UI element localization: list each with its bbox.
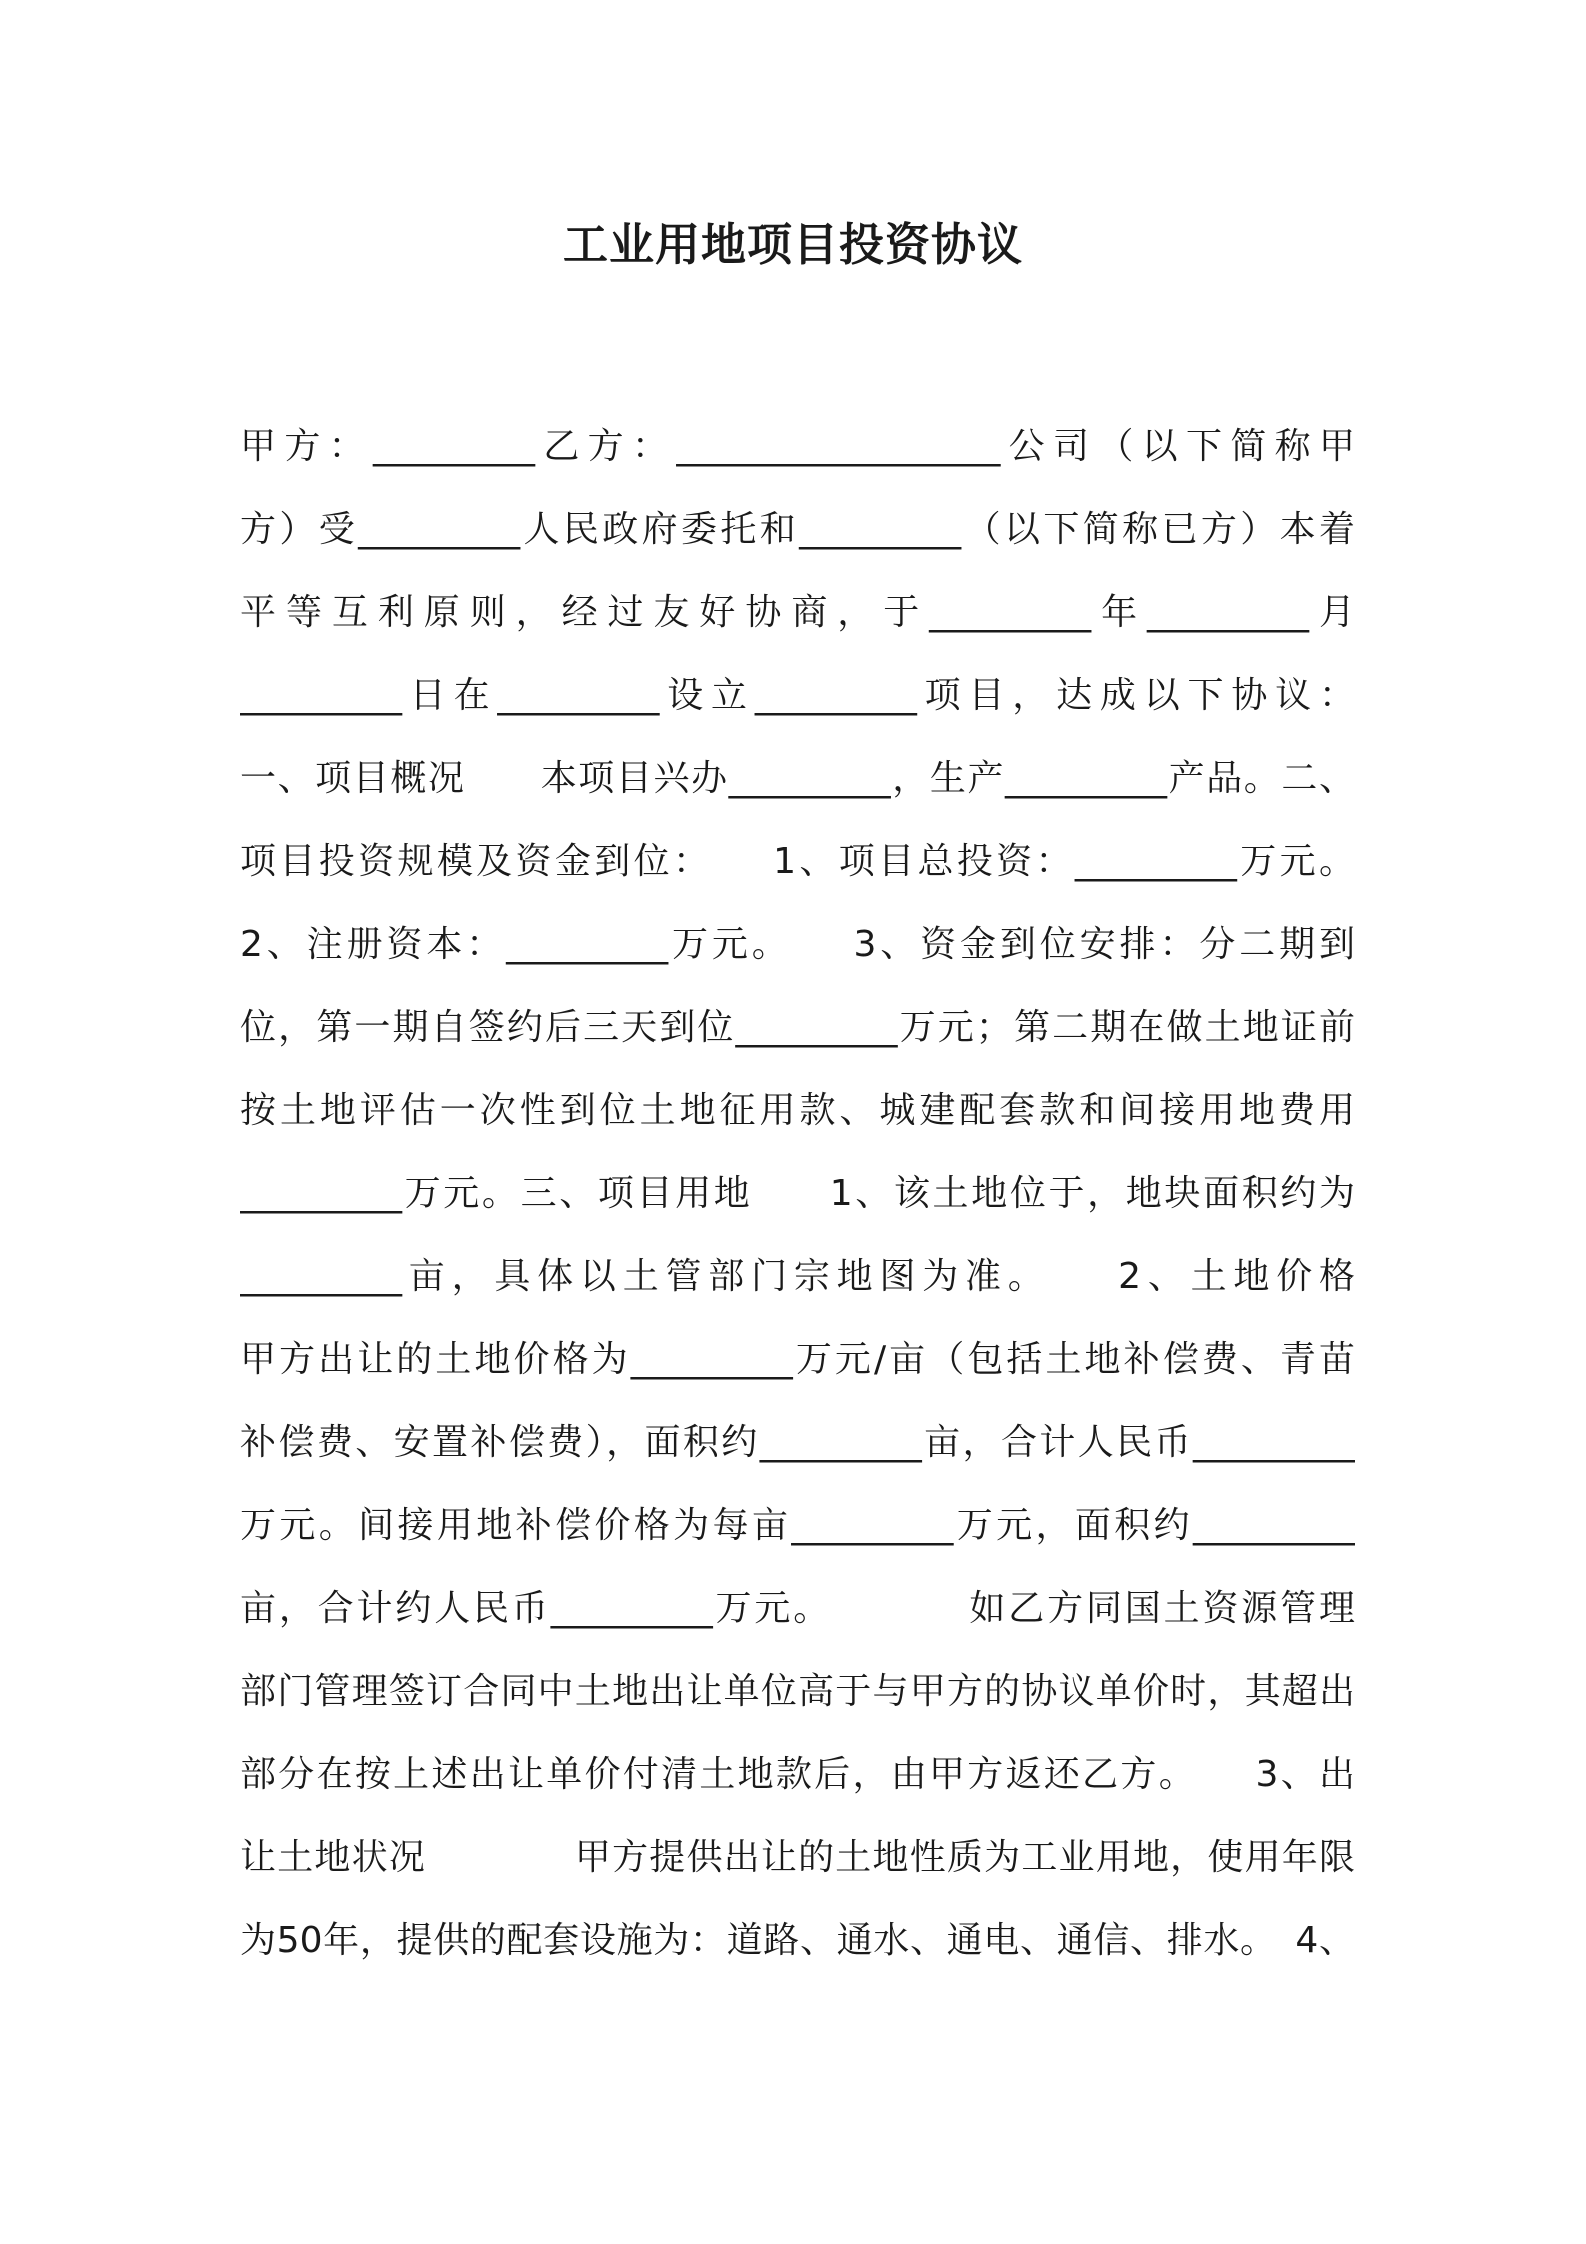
paragraph-line: 平等互利原则，经过友好协商，于_________年_________月 bbox=[240, 592, 1355, 633]
paragraph-line: _________日在_________设立_________项目，达成以下协议： bbox=[240, 675, 1355, 716]
paragraph-line: 让土地状况 甲方提供出让的土地性质为工业用地，使用年限 bbox=[240, 1837, 1355, 1878]
paragraph-line: 按土地评估一次性到位土地征用款、城建配套款和间接用地费用 bbox=[240, 1090, 1355, 1131]
paragraph-line: 补偿费、安置补偿费），面积约_________亩，合计人民币_________ bbox=[240, 1422, 1355, 1463]
paragraph-line: _________亩，具体以土管部门宗地图为准。 2、土地价格 bbox=[240, 1256, 1355, 1297]
paragraph-line: 部分在按上述出让单价付清土地款后，由甲方返还乙方。 3、出 bbox=[240, 1754, 1355, 1795]
paragraph-line: 2、注册资本：_________万元。 3、资金到位安排：分二期到 bbox=[240, 924, 1355, 965]
paragraph-line: 甲方出让的土地价格为_________万元/亩（包括土地补偿费、青苗 bbox=[240, 1339, 1355, 1380]
document-body bbox=[240, 405, 1355, 1982]
paragraph-line: 位，第一期自签约后三天到位_________万元；第二期在做土地证前 bbox=[240, 1007, 1355, 1048]
paragraph-line: 亩，合计约人民币_________万元。 如乙方同国土资源管理 bbox=[240, 1588, 1355, 1629]
paragraph-line: 方）受_________人民政府委托和_________（以下简称已方）本着 bbox=[240, 509, 1355, 550]
paragraph-line: 一、项目概况 本项目兴办_________，生产_________产品。二、 bbox=[240, 758, 1355, 799]
paragraph-line: _________万元。三、项目用地 1、该土地位于，地块面积约为 bbox=[240, 1173, 1355, 1214]
paragraph-line: 部门管理签订合同中土地出让单位高于与甲方的协议单价时，其超出 bbox=[240, 1671, 1355, 1712]
paragraph-line: 万元。间接用地补偿价格为每亩_________万元，面积约_________ bbox=[240, 1505, 1355, 1546]
paragraph-line: 项目投资规模及资金到位： 1、项目总投资：_________万元。 bbox=[240, 841, 1355, 882]
paragraph-line: 甲方：_________乙方：__________________公司（以下简称甲 bbox=[240, 426, 1355, 467]
paragraph-line: 为50年，提供的配套设施为：道路、通水、通电、通信、排水。 4、 bbox=[240, 1920, 1355, 1961]
document-title: 工业用地项目投资协议 bbox=[562, 218, 1023, 271]
